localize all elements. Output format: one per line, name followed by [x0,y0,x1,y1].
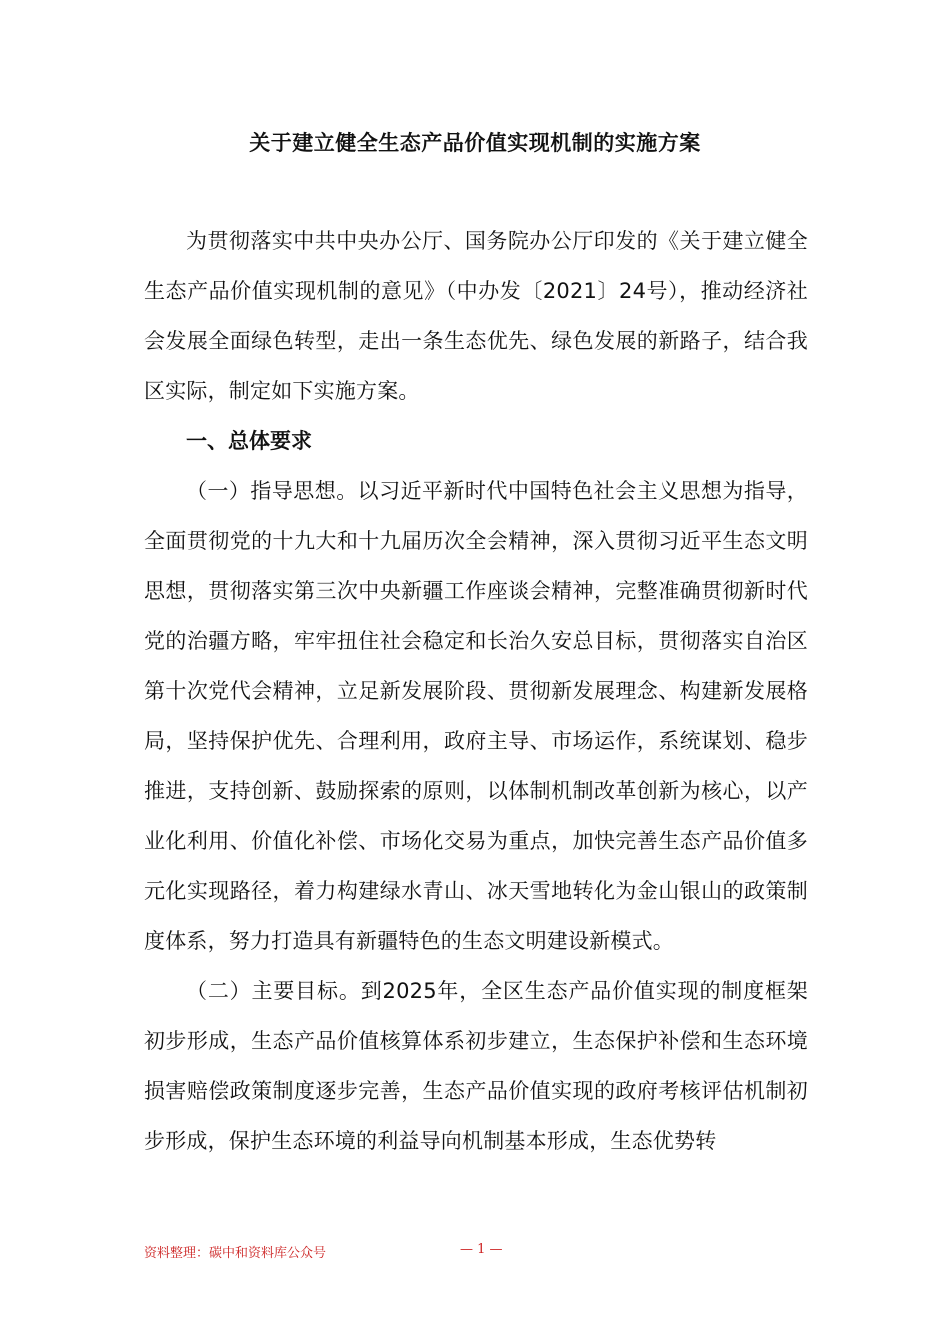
footer-source: 资料整理：碳中和资料库公众号 [144,1246,327,1261]
page-number: — 1 — [460,1242,503,1257]
document-body [144,216,808,1166]
section-heading: 一、总体要求 [186,429,312,453]
guiding-ideology-paragraph: （一）指导思想。以习近平新时代中国特色社会主义思想为指导，全面贯彻党的十九大和十九届历次全会精神，深入贯彻习近平生态文明思想，贯彻落实第三次中央新疆工作座谈会精神，完整准确贯彻新时代党的治疆方略，牢牢扭住社会稳定和长治久安总目标，贯彻落实自治区第十次党代会精神，立足新发展阶段、贯彻新发展理念、构建新发展格局，坚持保护优先、合理利用，政府主导、市场运作，系统谋划、稳步推进，支持创新、鼓励探索的原则，以体制机制改革创新为核心，以产业化利用、价值化补偿、市场化交易为重点，加快完善生态产品价值多元化实现路径，着力构建绿水青山、冰天雪地转化为金山银山的政策制度体系，努力打造具有新疆特色的生态文明建设新模式。 [144,479,808,953]
document-title: 关于建立健全生态产品价值实现机制的实施方案 [249,131,701,155]
page-footer [144,1242,808,1266]
intro-paragraph: 为贯彻落实中共中央办公厅、国务院办公厅印发的《关于建立健全生态产品价值实现机制的意见》（中办发〔2021〕24号），推动经济社会发展全面绿色转型，走出一条生态优先、绿色发展的新路子，结合我区实际，制定如下实施方案。 [144,229,808,403]
main-goals-paragraph: （二）主要目标。到2025年，全区生态产品价值实现的制度框架初步形成，生态产品价值核算体系初步建立，生态保护补偿和生态环境损害赔偿政策制度逐步完善，生态产品价值实现的政府考核评估机制初步形成，保护生态环境的利益导向机制基本形成，生态优势转 [144,979,808,1153]
